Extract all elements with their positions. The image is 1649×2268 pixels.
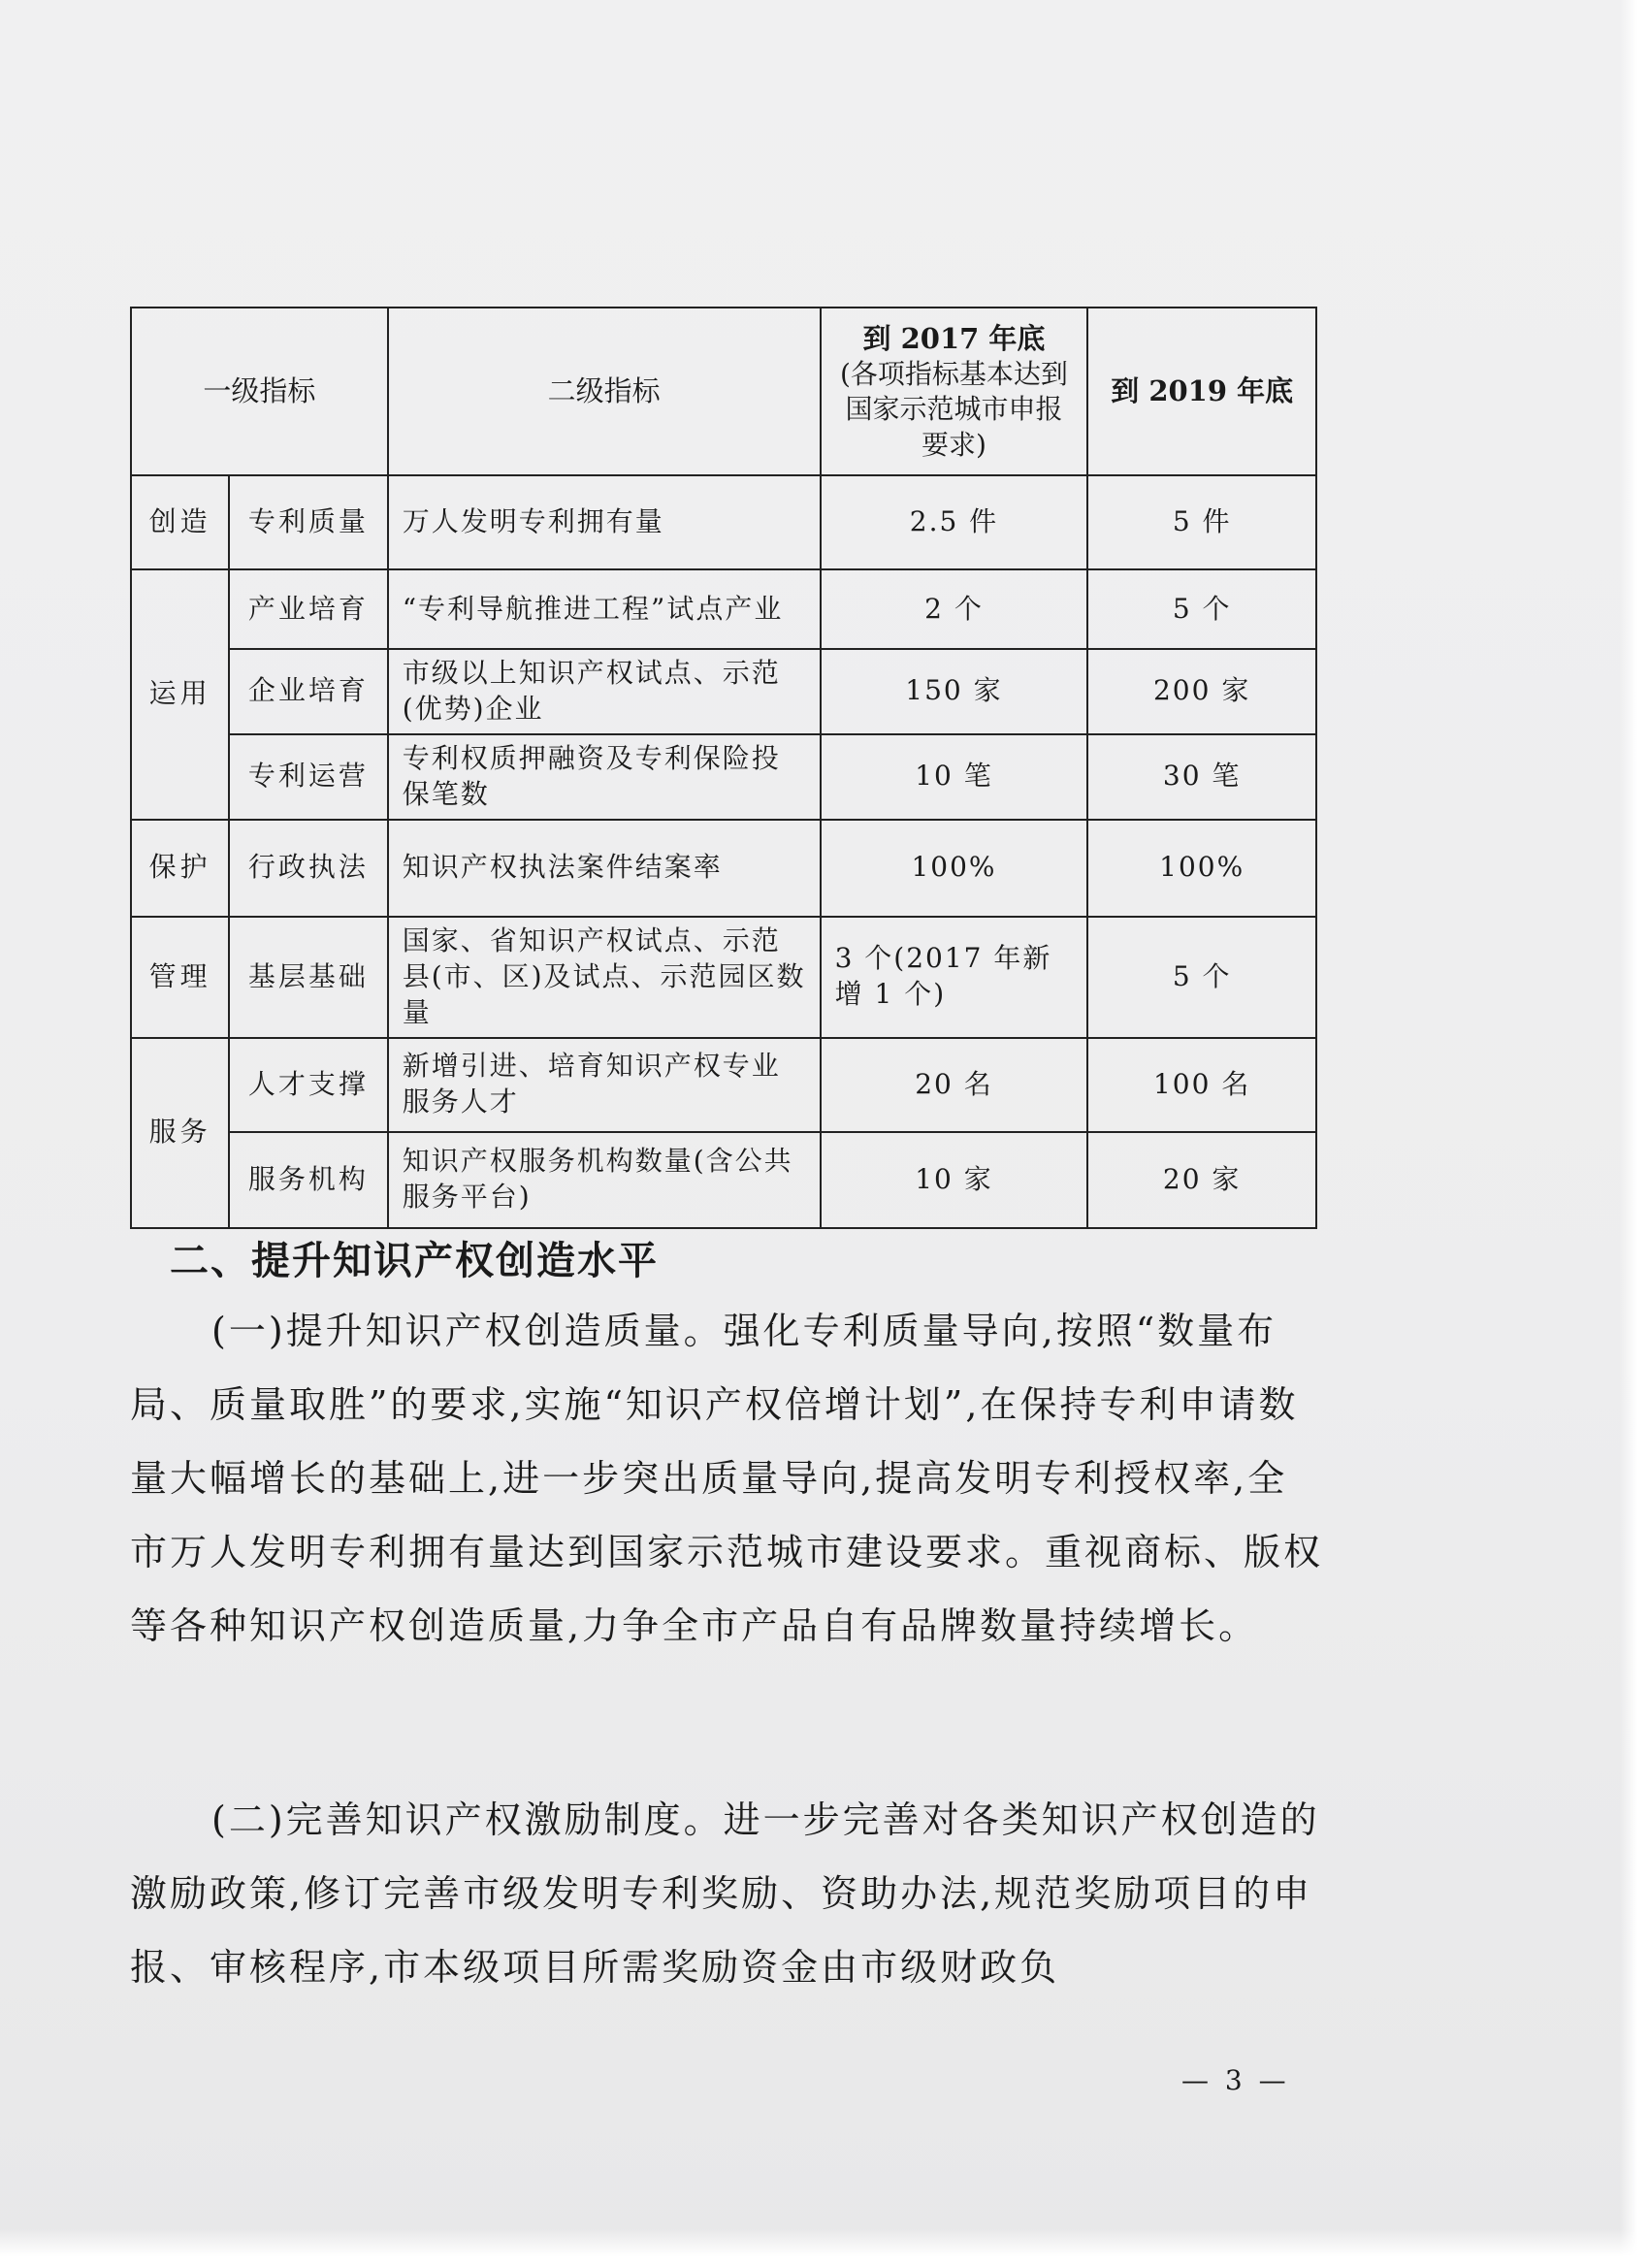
header-2017 (821, 308, 1088, 475)
table-row (131, 649, 1316, 734)
table-row (131, 734, 1316, 820)
table-row (131, 917, 1316, 1038)
value-2017-cell: 2 个 (821, 569, 1088, 649)
header-2017-title: 到 2017 年底 (862, 321, 1046, 355)
indicator-table (130, 307, 1317, 1229)
paragraph-2 (130, 1783, 1323, 2004)
value-2019-cell: 200 家 (1087, 649, 1316, 734)
page-number: — 3 — (1181, 2064, 1290, 2096)
indicator-cell: 知识产权服务机构数量(含公共服务平台) (388, 1132, 821, 1228)
value-2017-cell: 3 个(2017 年新增 1 个) (821, 917, 1088, 1038)
header-level2: 二级指标 (388, 308, 821, 475)
indicator-cell: 万人发明专利拥有量 (388, 475, 821, 569)
table-row (131, 475, 1316, 569)
indicator-cell: 新增引进、培育知识产权专业服务人才 (388, 1038, 821, 1132)
value-2017-cell: 10 笔 (821, 734, 1088, 820)
value-2017-cell: 10 家 (821, 1132, 1088, 1228)
table-row (131, 569, 1316, 649)
value-2017-cell: 2.5 件 (821, 475, 1088, 569)
indicator-cell: 市级以上知识产权试点、示范(优势)企业 (388, 649, 821, 734)
level2-cell: 行政执法 (229, 820, 388, 917)
level2-cell: 专利质量 (229, 475, 388, 569)
value-2019-cell: 30 笔 (1087, 734, 1316, 820)
level1-cell: 创造 (131, 475, 229, 569)
indicator-cell: 专利权质押融资及专利保险投保笔数 (388, 734, 821, 820)
paragraph-1 (130, 1294, 1323, 1663)
paragraph-2-text: 进一步完善对各类知识产权创造的激励政策,修订完善市级发明专利奖励、资助办法,规范奖励项目的申报、审核程序,市本级项目所需奖励资金由市级财政负 (130, 1798, 1320, 1989)
value-2019-cell: 5 件 (1087, 475, 1316, 569)
value-2017-cell: 150 家 (821, 649, 1088, 734)
paragraph-1-lead: (一)提升知识产权创造质量。 (211, 1310, 724, 1352)
value-2019-cell: 20 家 (1087, 1132, 1316, 1228)
level1-cell: 服务 (131, 1038, 229, 1228)
paragraph-2-lead: (二)完善知识产权激励制度。 (211, 1798, 724, 1841)
value-2019-cell: 100 名 (1087, 1038, 1316, 1132)
section-heading: 二、提升知识产权创造水平 (170, 1239, 659, 1283)
level2-cell: 人才支撑 (229, 1038, 388, 1132)
value-2017-cell: 100% (821, 820, 1088, 917)
page-edge-bottom (0, 2229, 1649, 2268)
table-header-row (131, 308, 1316, 475)
level1-cell: 运用 (131, 569, 229, 820)
level2-cell: 服务机构 (229, 1132, 388, 1228)
indicator-cell: 知识产权执法案件结案率 (388, 820, 821, 917)
table-row (131, 1038, 1316, 1132)
header-2017-note: (各项指标基本达到国家示范城市申报要求) (840, 358, 1068, 461)
level1-cell: 保护 (131, 820, 229, 917)
level2-cell: 专利运营 (229, 734, 388, 820)
value-2019-cell: 5 个 (1087, 569, 1316, 649)
level2-cell: 企业培育 (229, 649, 388, 734)
table-row (131, 1132, 1316, 1228)
indicator-cell: 国家、省知识产权试点、示范县(市、区)及试点、示范园区数量 (388, 917, 821, 1038)
table-row (131, 820, 1316, 917)
level1-cell: 管理 (131, 917, 229, 1038)
value-2019-cell: 100% (1087, 820, 1316, 917)
level2-cell: 产业培育 (229, 569, 388, 649)
paragraph-1-text: 强化专利质量导向,按照“数量布局、质量取胜”的要求,实施“知识产权倍增计划”,在保持专利申请数量大幅增长的基础上,进一步突出质量导向,提高发明专利授权率,全市万人发明专利拥有量达到国家示范城市建设要求。重视商标、版权等各种知识产权创造质量,力争全市产品自有品牌数量持续增长。 (130, 1310, 1324, 1647)
level2-cell: 基层基础 (229, 917, 388, 1038)
value-2017-cell: 20 名 (821, 1038, 1088, 1132)
header-2019: 到 2019 年底 (1087, 308, 1316, 475)
value-2019-cell: 5 个 (1087, 917, 1316, 1038)
header-level1: 一级指标 (131, 308, 388, 475)
indicator-cell: “专利导航推进工程”试点产业 (388, 569, 821, 649)
page-edge-right (1620, 0, 1649, 2268)
